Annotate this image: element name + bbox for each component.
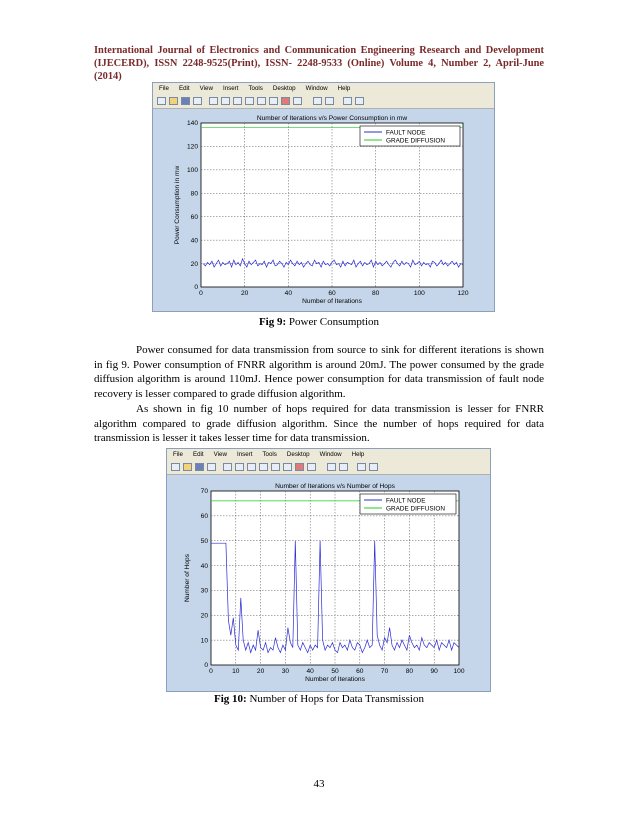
x-tick-label: 30 <box>281 668 290 675</box>
y-tick-label: 70 <box>200 488 208 496</box>
chart-title: Number of Iterations v/s Power Consumption in mw <box>256 115 408 122</box>
x-tick-label: 20 <box>256 668 265 675</box>
fig9-caption <box>0 316 638 328</box>
pointer-icon[interactable] <box>223 463 232 471</box>
y-tick-label: 120 <box>186 143 198 151</box>
x-tick-label: 0 <box>209 668 213 675</box>
x-tick-label: 100 <box>413 290 425 297</box>
fig10-caption <box>0 693 638 705</box>
brush-icon[interactable] <box>295 463 304 471</box>
menu-help[interactable]: Help <box>337 85 351 92</box>
y-tick-label: 30 <box>200 587 208 595</box>
menu-insert[interactable]: Insert <box>236 451 253 458</box>
x-tick-label: 40 <box>306 668 314 675</box>
y-tick-label: 100 <box>186 167 198 175</box>
y-tick-label: 0 <box>204 662 208 670</box>
save-icon[interactable] <box>181 97 190 105</box>
legend-label: FAULT NODE <box>386 129 426 137</box>
figure-toolbar <box>167 461 490 475</box>
x-tick-label: 60 <box>328 290 336 297</box>
y-tick-label: 60 <box>190 213 198 221</box>
menu-view[interactable]: View <box>213 451 227 458</box>
x-tick-label: 90 <box>430 668 438 675</box>
fig9-caption-text: Power Consumption <box>286 316 380 328</box>
print-icon[interactable] <box>193 97 202 105</box>
menu-tools[interactable]: Tools <box>248 85 263 92</box>
data-cursor-icon[interactable] <box>283 463 292 471</box>
zoom-out-icon[interactable] <box>247 463 256 471</box>
pointer-icon[interactable] <box>209 97 218 105</box>
fig10-caption-label: Fig 10: <box>214 693 247 705</box>
number-of-hops-chart <box>167 475 490 691</box>
x-tick-label: 80 <box>405 668 414 675</box>
x-tick-label: 10 <box>232 668 240 675</box>
x-axis-label: Number of Iterations <box>302 298 362 305</box>
y-tick-label: 50 <box>200 537 208 545</box>
zoom-in-icon[interactable] <box>235 463 244 471</box>
header-line-2: (IJECERD), ISSN 2248-9525(Print), ISSN- 2248-9533 (Online) Volume 4, Number 2, April-June (2014) <box>94 58 544 82</box>
y-tick-label: 40 <box>200 562 208 570</box>
dock-icon[interactable] <box>369 463 378 471</box>
pan-icon[interactable] <box>245 97 254 105</box>
colorbar-icon[interactable] <box>313 97 322 105</box>
y-tick-label: 140 <box>186 120 198 128</box>
x-axis-label: Number of Iterations <box>305 676 365 683</box>
open-file-icon[interactable] <box>169 97 178 105</box>
fig9-caption-label: Fig 9: <box>258 316 287 328</box>
y-tick-label: 0 <box>194 284 198 292</box>
x-tick-label: 120 <box>457 290 469 297</box>
menu-file[interactable]: File <box>159 85 169 92</box>
menu-edit[interactable]: Edit <box>192 451 204 458</box>
x-tick-label: 80 <box>371 290 380 297</box>
menu-desktop[interactable]: Desktop <box>272 85 296 92</box>
legend-label: GRADE DIFFUSION <box>386 137 445 145</box>
open-file-icon[interactable] <box>183 463 192 471</box>
legend-icon[interactable] <box>339 463 348 471</box>
brush-icon[interactable] <box>281 97 290 105</box>
y-tick-label: 10 <box>200 637 208 645</box>
link-icon[interactable] <box>307 463 316 471</box>
menu-insert[interactable]: Insert <box>222 85 239 92</box>
zoom-in-icon[interactable] <box>221 97 230 105</box>
menu-window[interactable]: Window <box>319 451 342 458</box>
paragraph-1: Power consumed for data transmission from source to sink for different iterations is shown in fig 9. Power consumption of FNRR algorithm is around 20mJ. The power consumed by the grade diffusion algorithm is around 110mJ. Hence power consumption for data transmission of fault node recovery is lesser compared to grade diffusion algorithm. <box>94 344 544 400</box>
menu-desktop[interactable]: Desktop <box>286 451 310 458</box>
colorbar-icon[interactable] <box>327 463 336 471</box>
dock-icon[interactable] <box>355 97 364 105</box>
new-figure-icon[interactable] <box>157 97 166 105</box>
zoom-out-icon[interactable] <box>233 97 242 105</box>
paragraph-2: As shown in fig 10 number of hops required for data transmission is lesser for FNRR algorithm compared to grade diffusion algorithm. Since the number of hops required for data transmission is lesser it takes lesser time for data transmission. <box>94 403 544 444</box>
chart-title: Number of Iterations v/s Number of Hops <box>275 483 395 490</box>
y-tick-label: 40 <box>190 237 198 245</box>
power-consumption-chart <box>153 109 494 311</box>
page-number: 43 <box>313 778 325 790</box>
x-tick-label: 40 <box>284 290 293 297</box>
menu-tools[interactable]: Tools <box>262 451 277 458</box>
menu-help[interactable]: Help <box>351 451 365 458</box>
x-tick-label: 100 <box>453 668 465 675</box>
y-tick-label: 20 <box>190 260 198 268</box>
figure-toolbar <box>153 95 494 109</box>
hide-tools-icon[interactable] <box>357 463 366 471</box>
x-tick-label: 70 <box>380 668 389 675</box>
menu-file[interactable]: File <box>173 451 183 458</box>
y-axis-label: Number of Hops <box>184 553 191 603</box>
y-tick-label: 80 <box>190 190 198 198</box>
new-figure-icon[interactable] <box>171 463 180 471</box>
pan-icon[interactable] <box>259 463 268 471</box>
x-tick-label: 50 <box>331 668 339 675</box>
figure-window-1 <box>152 82 495 312</box>
x-tick-label: 60 <box>356 668 364 675</box>
menu-view[interactable]: View <box>199 85 213 92</box>
figure-window-2 <box>166 448 491 692</box>
figure-menubar <box>153 83 494 95</box>
x-tick-label: 0 <box>199 290 203 297</box>
y-tick-label: 20 <box>200 612 208 620</box>
print-icon[interactable] <box>207 463 216 471</box>
data-cursor-icon[interactable] <box>269 97 278 105</box>
legend-label: GRADE DIFFUSION <box>386 505 445 513</box>
link-icon[interactable] <box>293 97 302 105</box>
y-axis-label: Power Consumption in mw <box>174 165 181 245</box>
journal-header <box>94 44 544 83</box>
y-tick-label: 60 <box>200 513 208 521</box>
legend-label: FAULT NODE <box>386 497 426 505</box>
fig10-caption-text: Number of Hops for Data Transmission <box>246 693 424 705</box>
figure-menubar <box>167 449 490 461</box>
menu-edit[interactable]: Edit <box>178 85 190 92</box>
legend-icon[interactable] <box>325 97 334 105</box>
header-line-1: International Journal of Electronics and Communication Engineering Research and Development <box>94 45 544 56</box>
menu-window[interactable]: Window <box>305 85 328 92</box>
hide-tools-icon[interactable] <box>343 97 352 105</box>
save-icon[interactable] <box>195 463 204 471</box>
rotate-icon[interactable] <box>271 463 280 471</box>
rotate-icon[interactable] <box>257 97 266 105</box>
x-tick-label: 20 <box>240 290 249 297</box>
